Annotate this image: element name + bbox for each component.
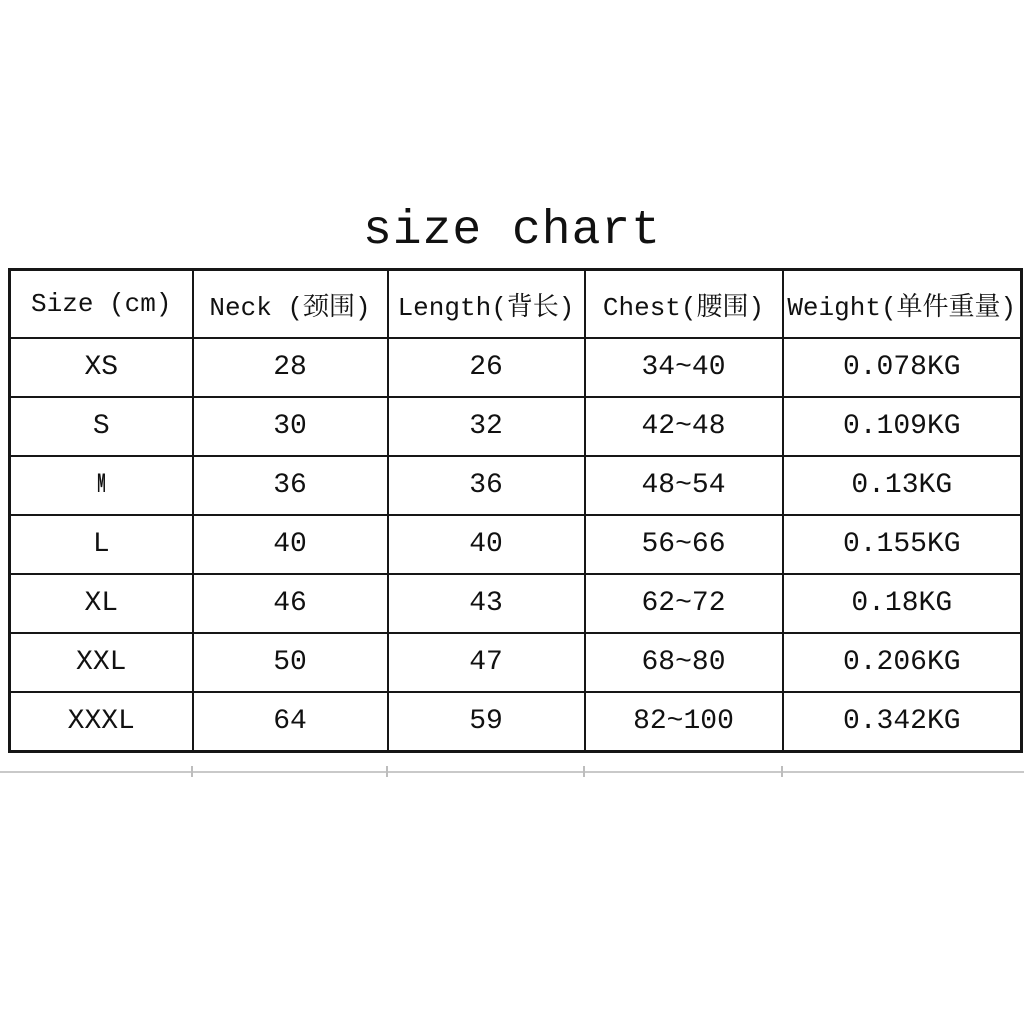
chest-cell: 68~80 <box>585 633 783 692</box>
neck-cell: 28 <box>193 338 388 397</box>
column-header: Length(背长) <box>388 270 585 339</box>
size-cell: XL <box>10 574 193 633</box>
length-cell: 40 <box>388 515 585 574</box>
length-cell: 26 <box>388 338 585 397</box>
neck-cell: 36 <box>193 456 388 515</box>
scan-artifact-stub <box>583 766 585 777</box>
scan-artifact-line <box>0 771 1024 773</box>
chest-cell: 48~54 <box>585 456 783 515</box>
header-row <box>10 270 1022 339</box>
size-cell: XXXL <box>10 692 193 752</box>
size-cell: S <box>10 397 193 456</box>
table-row <box>10 456 1022 515</box>
size-table-body <box>10 338 1022 752</box>
column-header: Weight(单件重量) <box>783 270 1022 339</box>
neck-cell: 64 <box>193 692 388 752</box>
neck-cell: 50 <box>193 633 388 692</box>
chest-cell: 62~72 <box>585 574 783 633</box>
size-table-head <box>10 270 1022 339</box>
scan-artifact-stub <box>781 766 783 777</box>
length-cell: 43 <box>388 574 585 633</box>
page-title: size chart <box>362 204 662 258</box>
length-cell: 36 <box>388 456 585 515</box>
weight-cell: 0.155KG <box>783 515 1022 574</box>
size-cell: XS <box>10 338 193 397</box>
size-cell: XXL <box>10 633 193 692</box>
column-header: Chest(腰围) <box>585 270 783 339</box>
weight-cell: 0.078KG <box>783 338 1022 397</box>
table-row <box>10 633 1022 692</box>
weight-cell: 0.13KG <box>783 456 1022 515</box>
table-row <box>10 574 1022 633</box>
chest-cell: 34~40 <box>585 338 783 397</box>
table-row <box>10 338 1022 397</box>
scan-artifact-stub <box>191 766 193 777</box>
size-cell: M <box>10 456 193 515</box>
size-table <box>8 268 1023 753</box>
length-cell: 47 <box>388 633 585 692</box>
size-cell: L <box>10 515 193 574</box>
column-header: Neck (颈围) <box>193 270 388 339</box>
chest-cell: 56~66 <box>585 515 783 574</box>
table-row <box>10 515 1022 574</box>
table-row <box>10 692 1022 752</box>
length-cell: 32 <box>388 397 585 456</box>
chest-cell: 42~48 <box>585 397 783 456</box>
weight-cell: 0.109KG <box>783 397 1022 456</box>
neck-cell: 40 <box>193 515 388 574</box>
weight-cell: 0.18KG <box>783 574 1022 633</box>
weight-cell: 0.342KG <box>783 692 1022 752</box>
scan-artifact-stub <box>386 766 388 777</box>
chest-cell: 82~100 <box>585 692 783 752</box>
neck-cell: 30 <box>193 397 388 456</box>
weight-cell: 0.206KG <box>783 633 1022 692</box>
length-cell: 59 <box>388 692 585 752</box>
neck-cell: 46 <box>193 574 388 633</box>
column-header: Size (cm) <box>10 270 193 339</box>
table-row <box>10 397 1022 456</box>
